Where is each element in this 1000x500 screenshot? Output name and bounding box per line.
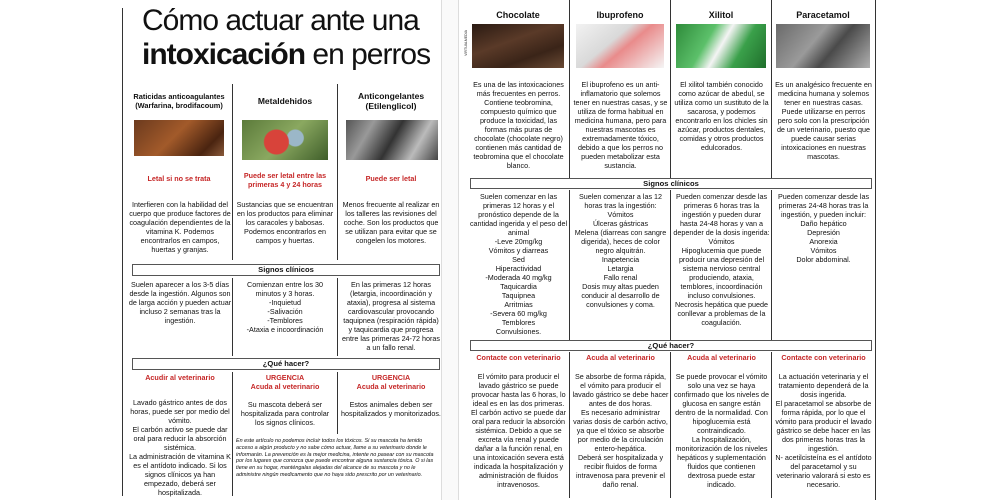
col-rule xyxy=(232,278,233,356)
left-page xyxy=(120,0,440,500)
right-signs-header: Signos clínicos xyxy=(470,178,872,189)
page-title xyxy=(142,4,442,72)
left-col1-signs: Suelen aparecer a los 3-5 días desde la ingestión. Algunos son de larga acción y pueden actuar incluso 2 semanas tras la ingestión. xyxy=(128,280,232,325)
col-rule xyxy=(232,84,233,260)
col-rule xyxy=(771,0,772,178)
xylitol-image xyxy=(676,24,766,68)
left-action-header: ¿Qué hacer? xyxy=(132,358,440,370)
col-rule xyxy=(337,278,338,356)
col-rule xyxy=(337,84,338,260)
disclaimer: En este artículo no podemos incluir todos los tóxicos. Si su mascota ha tenido acceso a algún producto y no sabe cómo actuar, llame a su veterinario donde le informarán. La prevención es la mejor medicina, intente no pasear con su mascota por los lugares que conozca que puede encontrar alguna sustancia tóxica. O si las tiene en su hogar, manténgalas alejadas del alcance de su mascota y no le administre ningún medicamento que no haya sido prescrito por un veterinario. xyxy=(236,438,434,478)
left-col1-name: Raticidas anticoagulantes (Warfarina, brodifacoum) xyxy=(133,92,225,111)
right-col4-action: Contacte con veterinario xyxy=(781,353,866,362)
left-col1-risk: Letal si no se trata xyxy=(147,174,211,183)
right-col3-signs: Pueden comenzar desde las primeras 6 horas tras la ingestión y pueden durar hasta 24-48 horas y van a depender de la dosis ingerida: Vómitos Hipoglucemia que puede producir una depresión del sistema nervioso central produciendo, ataxia, temblores, incoordinación incluso convulsiones. Necrosis hepática que puede conllevar a problemas de la coagulación. xyxy=(673,192,770,327)
right-col2-action: Acuda al veterinario xyxy=(586,353,655,362)
right-col3-treatment: Se puede provocar el vómito solo una vez se haya confirmado que los niveles de glucosa en sangre están dentro de la normalidad. Con hipoglucemia está contraindicado. La hospitalización, monitorización de los niveles hepáticos y suplementación fluidos que contienen dextrosa puede estar indicado. xyxy=(673,372,770,489)
left-col3-signs: En las primeras 12 horas (letargia, incoordinación y ataxia), progresa al sistema cardiovascular provocando taquipnea (respiración rápida) y taquicardia que progresa entre las primeras 24-72 horas a un fallo renal. xyxy=(342,280,440,352)
chocolate-image xyxy=(472,24,564,68)
right-col1-treatment: El vómito para producir el lavado gástrico se puede provocar hasta las 6 horas, lo ideal es en las dos primeras. El carbón activo se puede dar oral para reducir la absorción sistémica. Debido a que se excreta vía renal y puede dañar a la función renal, en una intoxicación severa está indicada la hospitalización y administración de fluidos intravenosos. xyxy=(470,372,567,489)
left-col1-desc: Interfieren con la habilidad del cuerpo que produce factores de coagulación dependientes de la vitamina K. Podemos encontrarlos en campos, huertas y granjas. xyxy=(129,200,231,254)
col-rule xyxy=(569,0,570,178)
left-col2-treatment: Su mascota deberá ser hospitalizada para controlar los signos clínicos. xyxy=(240,400,330,427)
col-rule xyxy=(670,0,671,178)
page-gutter xyxy=(441,0,459,500)
right-col2-name: Ibuprofeno xyxy=(596,10,644,20)
right-col4-desc: Es un analgésico frecuente en medicina humana y solemos tener en nuestras casas. Puede utilizarse en perros pero solo con la prescripción de un veterinario, puesto que puede causar serias intoxicaciones en nuestras mascotas. xyxy=(775,80,872,161)
col-rule xyxy=(670,190,671,340)
photo-credit: VIRTUALMEDIA xyxy=(464,30,468,56)
title-rest: en perros xyxy=(305,38,431,71)
right-col1-signs: Suelen comenzar en las primeras 12 horas y el pronóstico depende de la cantidad ingerida y el peso del animal -Leve 20mg/kg Vómitos y diarreas Sed Hiperactividad -Moderada 40 mg/kg Taquicardia Taquipnea Arritmias -Severa 60 mg/kg Temblores Convulsiones. xyxy=(469,192,568,336)
col-rule xyxy=(569,190,570,340)
title-bold-word: intoxicación xyxy=(142,38,306,71)
right-col1-name: Chocolate xyxy=(496,10,540,20)
left-col1-treatment: Lavado gástrico antes de dos horas, puede ser por medio del vómito. El carbón activo se puede dar oral para reducir la absorción sistémica. La administración de vitamina K es el antídoto indicado. Si los signos clínicos ya han empezado, deberá ser hospitalizada. xyxy=(129,398,231,497)
right-col3-name: Xilitol xyxy=(708,10,734,20)
col-rule xyxy=(337,372,338,434)
left-signs-header: Signos clínicos xyxy=(132,264,440,276)
right-margin-rule xyxy=(875,0,876,500)
left-col3-risk: Puede ser letal xyxy=(365,174,417,183)
snail-bait-image xyxy=(242,120,328,160)
left-col1-action: Acudir al veterinario xyxy=(145,373,215,382)
left-col3-desc: Menos frecuente al realizar en los talleres las revisiones del coche. Son los productos que se utilizan para evitar que se congelen los motores. xyxy=(342,200,440,245)
right-col2-signs: Suelen comenzar a las 12 horas tras la ingestión: Vómitos Úlceras gástricas Melena (diarreas con sangre digerida), heces de color negro alquitrán. Inapetencia Letargia Fallo renal Dosis muy altas pueden conducir al desarrollo de convulsiones y coma. xyxy=(574,192,667,309)
left-col2-desc: Sustancias que se encuentran en los productos para eliminar los caracoles y babosas. Podemos encontrarlos en campos y huertas. xyxy=(236,200,334,245)
right-action-header: ¿Qué hacer? xyxy=(470,340,872,351)
col-rule xyxy=(771,190,772,340)
left-col3-action: URGENCIA Acuda al veterinario xyxy=(356,373,426,391)
right-col3-action: Acuda al veterinario xyxy=(687,353,756,362)
right-col4-name: Paracetamol xyxy=(796,10,850,20)
right-col4-treatment: La actuación veterinaria y el tratamiento dependerá de la dosis ingerida. El paracetamol se absorbe de forma rápida, por lo que el vómito para producir el lavado gástrico se debe hacer en las dos primeras horas tras la ingestión. N- acetilcisteína es el antídoto del paracetamol y su veterinario valorará si esto es necesario. xyxy=(775,372,872,489)
col-rule xyxy=(232,372,233,496)
antifreeze-image xyxy=(346,120,438,160)
left-margin-rule xyxy=(122,8,123,496)
title-line-2 xyxy=(142,38,442,72)
left-col2-signs: Comienzan entre los 30 minutos y 3 horas. -Inquietud -Salivación -Temblores -Ataxia e incoordinación xyxy=(246,280,324,334)
right-col1-action: Contacte con veterinario xyxy=(476,353,561,362)
rodent-bait-image xyxy=(134,120,224,156)
right-page xyxy=(466,0,876,500)
ibuprofen-image xyxy=(576,24,664,68)
left-col2-risk: Puede ser letal entre las primeras 4 y 24 horas xyxy=(243,171,327,189)
left-col2-name: Metaldehidos xyxy=(257,96,313,106)
col-rule xyxy=(569,352,570,498)
left-col3-treatment: Estos animales deben ser hospitalizados y monitorizados. xyxy=(341,400,441,418)
paracetamol-image xyxy=(776,24,870,68)
left-col2-action: URGENCIA Acuda al veterinario xyxy=(250,373,320,391)
right-col3-desc: El xilitol también conocido como azúcar de abedul, se utiliza como un sustituto de la sacarosa, y podemos encontrarlo en los chicles sin azúcar, productos dentales, comidas y otros productos edulcorados. xyxy=(674,80,769,152)
left-col3-name: Anticongelantes (Etilenglicol) xyxy=(357,91,425,111)
col-rule xyxy=(670,352,671,498)
right-col4-signs: Pueden comenzar desde las primeras 24-48 horas tras la ingestión, y pueden incluir: Daño hepático Depresión Anorexia Vómitos Dolor abdominal. xyxy=(777,192,870,264)
right-col2-desc: El ibuprofeno es un anti-inflamatorio que solemos tener en nuestras casas, y se utiliza de forma habitual en medicina humana, pero para nuestras mascotas es extremadamente tóxico, debido a que los perros no pueden metabolizar esta sustancia. xyxy=(573,80,668,170)
title-line-1: Cómo actuar ante una xyxy=(142,4,419,37)
right-col1-desc: Es una de las intoxicaciones más frecuentes en perros. Contiene teobromina, compuesto químico que produce la toxicidad, las formas más puras de chocolate (chocolate negro) contienen más cantidad de teobromina que el chocolate blanco. xyxy=(473,80,564,170)
right-col2-treatment: Se absorbe de forma rápida, el vómito para producir el lavado gástrico se debe hacer antes de dos horas. Es necesario administrar varias dosis de carbón activo, ya que el tóxico se absorbe por medio de la circulación entero-hepática. Deberá ser hospitalizada y recibir fluidos de forma intravenosa para prevenir el daño renal. xyxy=(572,372,669,489)
col-rule xyxy=(771,352,772,498)
